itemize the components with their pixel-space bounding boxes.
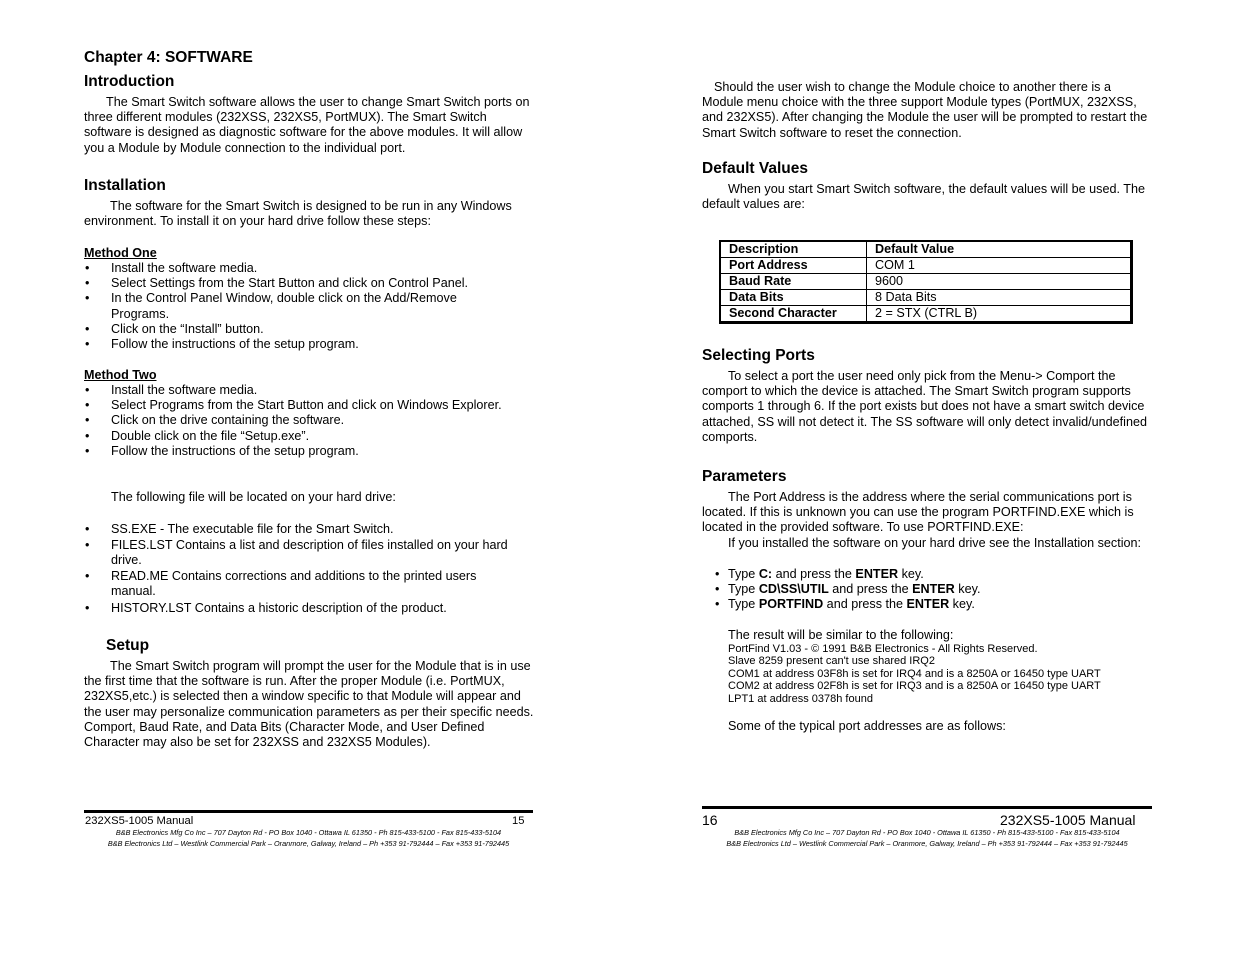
footer-page-number-right: 16 bbox=[702, 812, 718, 828]
table-cell: Baud Rate bbox=[720, 274, 867, 290]
table-row bbox=[720, 290, 1132, 306]
step-text: Type bbox=[728, 597, 759, 612]
module-text: Should the user wish to change the Module choice to another there is a Module menu choice with the three support Module types (PortMUX, 232XSS, and 232XS5). After changing the Module the user will be prompted to restart the Smart Switch software to reset the connection. bbox=[702, 80, 1148, 140]
introduction-text: The Smart Switch software allows the user to change Smart Switch ports on three different modules (232XSS, 232XS5, PortMUX). The Smart Switch software is designed as diagnostic software for the above modules. It will allow you a Module by Module connection to the individual port. bbox=[84, 95, 530, 155]
list-item: • HISTORY.LST Contains a historic description of the product. bbox=[84, 601, 534, 616]
setup-heading: Setup bbox=[106, 637, 150, 654]
table-row bbox=[720, 258, 1132, 274]
step-command: C: bbox=[758, 567, 773, 581]
list-item: • Click on the “Install” button. bbox=[84, 322, 534, 337]
step-key: ENTER bbox=[906, 597, 950, 612]
table-header-row bbox=[720, 241, 1132, 258]
output-line: COM2 at address 02F8h is set for IRQ3 and is a 8250A or 16450 type UART bbox=[728, 680, 1101, 693]
list-item: • Select Programs from the Start Button and click on Windows Explorer. bbox=[84, 398, 534, 413]
default-values-heading: Default Values bbox=[702, 160, 808, 177]
list-item: • SS.EXE - The executable file for the Smart Switch. bbox=[84, 522, 534, 537]
parameters-text-1: The Port Address is the address where the serial communications port is located. If this is unknown you can use the program PORTFIND.EXE which is located in the provided software. To use PORTFIND.EXE: bbox=[702, 490, 1134, 535]
result-intro: The result will be similar to the following: bbox=[728, 628, 954, 642]
footer-rule-left bbox=[84, 810, 533, 813]
table-cell: Port Address bbox=[720, 258, 867, 274]
method-one-list bbox=[84, 261, 534, 352]
files-list bbox=[84, 522, 534, 616]
parameters-heading: Parameters bbox=[702, 468, 787, 485]
default-values-table bbox=[719, 240, 1133, 324]
footer-address-right-1: B&B Electronics Mfg Co Inc – 707 Dayton Rd - PO Box 1040 - Ottawa IL 61350 - Ph 815-433-5100 - Fax 815-433-5104 bbox=[734, 828, 1120, 837]
list-item bbox=[714, 597, 1144, 612]
table-row bbox=[720, 274, 1132, 290]
chapter-title: Chapter 4: SOFTWARE bbox=[84, 49, 253, 66]
output-line: COM1 at address 03F8h is set for IRQ4 and is a 8250A or 16450 type UART bbox=[728, 667, 1101, 680]
output-line: Slave 8259 present can't use shared IRQ2 bbox=[728, 655, 935, 668]
default-values-text: When you start Smart Switch software, the default values will be used. The default values are: bbox=[702, 182, 1145, 212]
list-item: • In the Control Panel Window, double click on the Add/Remove Programs. bbox=[84, 291, 534, 321]
footer-manual-left: 232XS5-1005 Manual bbox=[85, 815, 194, 827]
method-one-title: Method One bbox=[84, 246, 157, 260]
portfind-output bbox=[728, 643, 1154, 705]
list-item: • READ.ME Contains corrections and additions to the printed users manual. bbox=[84, 569, 534, 599]
method-two-list bbox=[84, 383, 534, 459]
list-item: • Install the software media. bbox=[84, 261, 534, 276]
portfind-steps bbox=[714, 567, 1144, 613]
table-header-cell: Description bbox=[720, 241, 867, 258]
selecting-ports-text: To select a port the user need only pick from the Menu-> Comport the comport to which the device is attached. The Smart Switch program supports comports 1 through 6. If the port exists but does not have a smart switch device attached, SS will not detect it. The SS software will only detect invalid/undefined comports. bbox=[702, 369, 1147, 444]
selecting-ports-heading: Selecting Ports bbox=[702, 347, 815, 364]
footer-page-number-left: 15 bbox=[512, 815, 525, 827]
list-item bbox=[714, 567, 1144, 582]
footer-address-left-1: B&B Electronics Mfg Co Inc – 707 Dayton Rd - PO Box 1040 - Ottawa IL 61350 - Ph 815-433-5100 - Fax 815-433-5104 bbox=[115, 828, 502, 837]
list-item bbox=[714, 582, 1144, 597]
step-command: PORTFIND bbox=[758, 597, 824, 612]
table-cell: Data Bits bbox=[720, 290, 867, 306]
table-cell: 9600 bbox=[867, 274, 1132, 290]
closing-text: Some of the typical port addresses are as follows: bbox=[728, 719, 1006, 733]
table-row bbox=[720, 306, 1132, 323]
list-item: • Select Settings from the Start Button and click on Control Panel. bbox=[84, 276, 534, 291]
list-item: • FILES.LST Contains a list and description of files installed on your hard drive. bbox=[84, 538, 534, 568]
step-key: ENTER bbox=[912, 582, 955, 597]
list-item: • Install the software media. bbox=[84, 383, 534, 398]
installation-heading: Installation bbox=[84, 177, 166, 194]
method-two-title: Method Two bbox=[84, 368, 157, 382]
output-line: LPT1 at address 0378h found bbox=[728, 692, 873, 705]
table-header-cell: Default Value bbox=[867, 241, 1132, 258]
footer-address-right-2: B&B Electronics Ltd – Westlink Commercial Park – Oranmore, Galway, Ireland – Ph +353 91-792444 – Fax +353 91-792445 bbox=[726, 839, 1128, 848]
parameters-text-2: If you installed the software on your hard drive see the Installation section: bbox=[728, 536, 1142, 550]
table-cell: Second Character bbox=[720, 306, 867, 323]
step-text: and press the bbox=[828, 582, 913, 597]
step-text: key. bbox=[949, 597, 975, 612]
step-key: ENTER bbox=[855, 567, 899, 581]
step-text: Type bbox=[728, 567, 759, 581]
table-cell: 2 = STX (CTRL B) bbox=[867, 306, 1132, 323]
list-item: • Follow the instructions of the setup program. bbox=[84, 444, 534, 459]
step-text: and press the bbox=[823, 597, 907, 612]
step-text: key. bbox=[898, 567, 924, 581]
step-text: Type bbox=[728, 582, 759, 597]
list-item: • Follow the instructions of the setup program. bbox=[84, 337, 534, 352]
step-text: key. bbox=[954, 582, 981, 597]
step-text: and press the bbox=[772, 567, 856, 581]
table-cell: 8 Data Bits bbox=[867, 290, 1132, 306]
footer-address-left-2: B&B Electronics Ltd – Westlink Commercial Park – Oranmore, Galway, Ireland – Ph +353 91-792444 – Fax +353 91-792445 bbox=[107, 839, 510, 848]
step-command: CD\SS\UTIL bbox=[758, 582, 829, 597]
files-intro: The following file will be located on your hard drive: bbox=[111, 490, 396, 504]
setup-text: The Smart Switch program will prompt the user for the Module that is in use the first time that the software is run. After the proper Module (i.e. PortMUX, 232XS5,etc.) is selected then a window specific to that Module will appear and the user may personalize communication parameters as per their specific needs. Comport, Baud Rate, and Data Bits (Character Mode, and User Defined Character may also be set for 232XSS and 232XS5 Modules). bbox=[84, 659, 534, 750]
installation-text: The software for the Smart Switch is designed to be run in any Windows environment. To install it on your hard drive follow these steps: bbox=[84, 199, 512, 229]
output-line: PortFind V1.03 - © 1991 B&B Electronics - All Rights Reserved. bbox=[728, 643, 1038, 655]
list-item: • Double click on the file “Setup.exe”. bbox=[84, 429, 534, 444]
footer-manual-right: 232XS5-1005 Manual bbox=[1000, 812, 1136, 828]
introduction-heading: Introduction bbox=[84, 73, 175, 90]
list-item: • Click on the drive containing the software. bbox=[84, 413, 534, 428]
footer-rule-right bbox=[702, 806, 1152, 809]
table-cell: COM 1 bbox=[867, 258, 1132, 274]
